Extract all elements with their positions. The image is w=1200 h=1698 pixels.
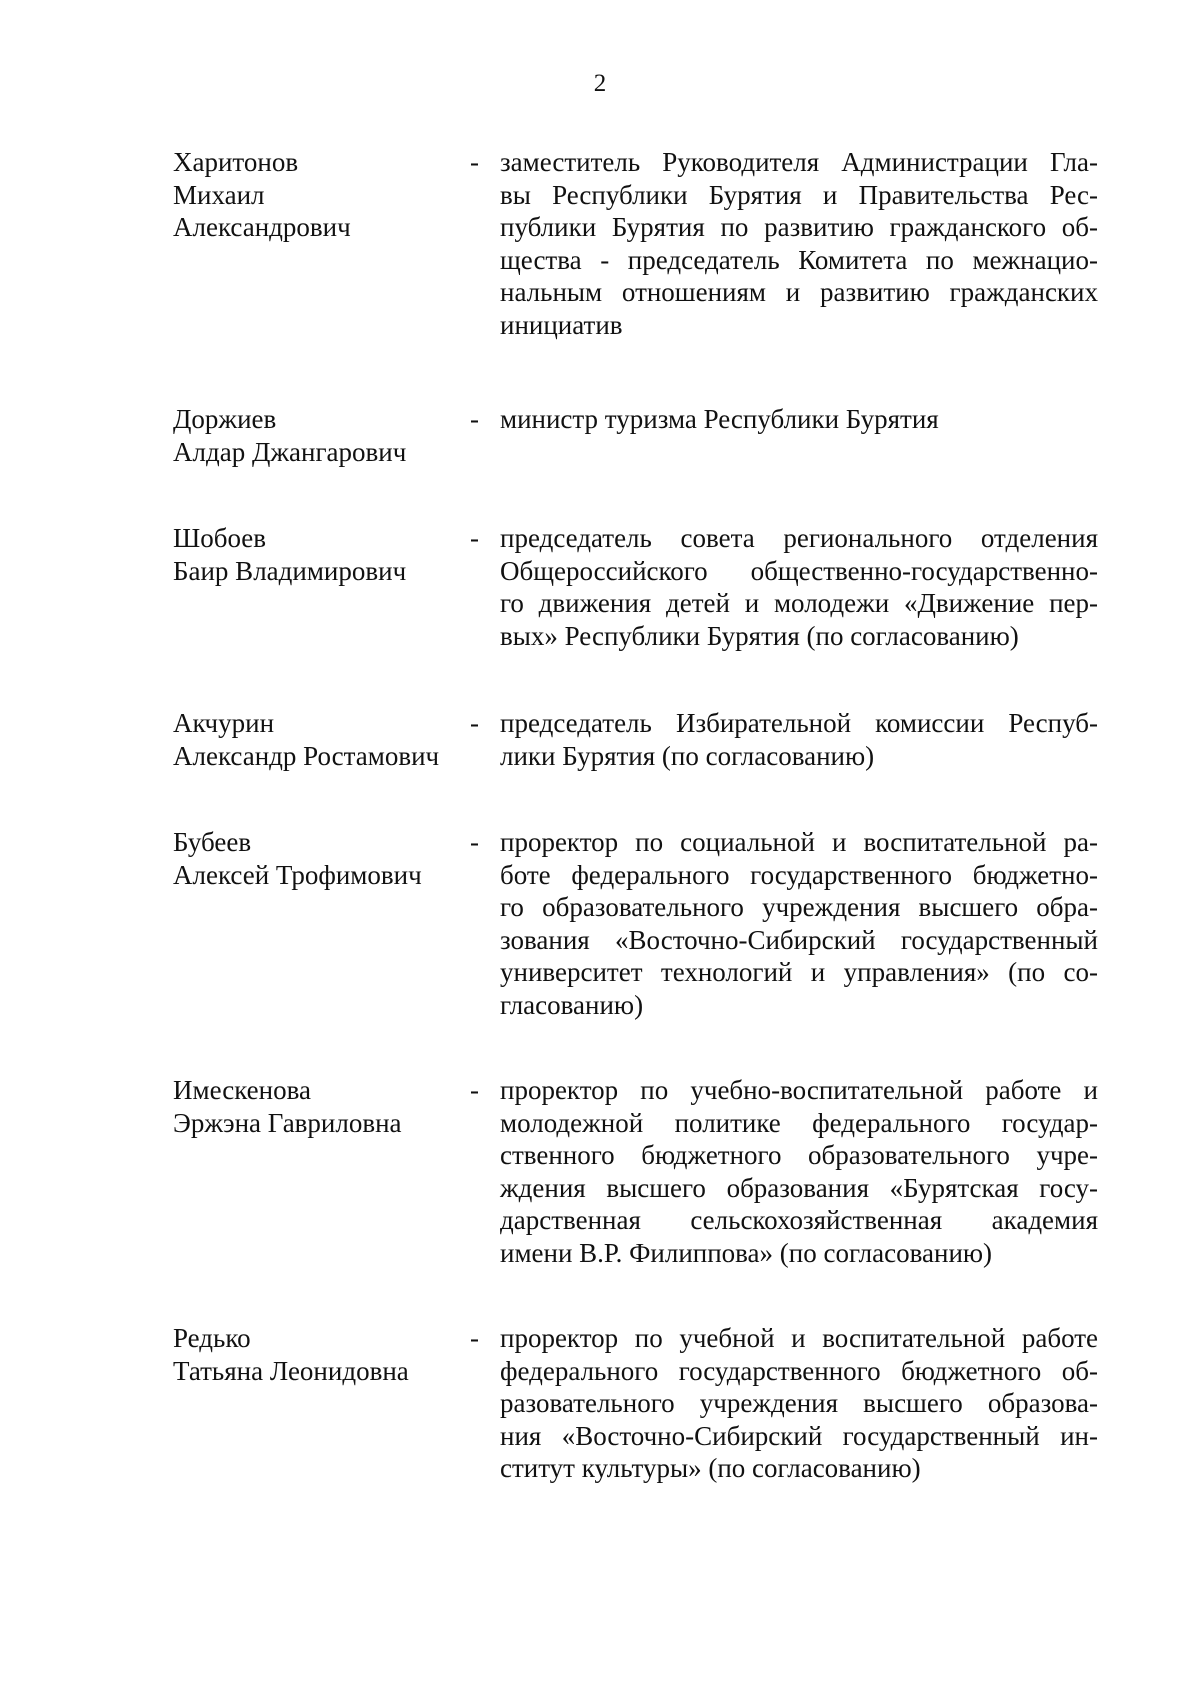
separator-dash: - [470, 147, 479, 177]
position-line: го движения детей и молодежи «Движение пер- [500, 588, 1098, 619]
separator-dash: - [470, 404, 479, 434]
member-name-line: Шобоев [173, 523, 267, 553]
position-line: нальным отношениям и развитию гражданских [500, 277, 1098, 308]
member-position [500, 522, 1098, 652]
position-line: боте федерального государственного бюджетно- [500, 859, 1098, 890]
position-line: федерального государственного бюджетного об- [500, 1355, 1098, 1386]
position-line: Общероссийского общественно-государственно- [500, 555, 1098, 586]
position-line: ния «Восточно-Сибирский государственный ин- [500, 1420, 1098, 1451]
position-line: го образовательного учреждения высшего обра- [500, 892, 1098, 923]
position-line: публики Бурятия по развитию гражданского об- [500, 212, 1098, 243]
member-name-line: Алексей Трофимович [173, 859, 422, 890]
position-line: зования «Восточно-Сибирский государственный [500, 924, 1098, 955]
separator-dash: - [470, 827, 479, 857]
position-line: разовательного учреждения высшего образова- [500, 1388, 1098, 1419]
member-name-line: Акчурин [173, 708, 275, 738]
position-line: вых» Республики Бурятия (по согласованию) [500, 620, 1019, 651]
position-line: имени В.Р. Филиппова» (по согласованию) [500, 1237, 993, 1268]
member-name-line: Михаил [173, 179, 265, 210]
member-position [500, 1322, 1098, 1485]
position-line: вы Республики Бурятия и Правительства Рес- [500, 179, 1098, 210]
member-name-line: Бубеев [173, 827, 252, 857]
position-line: проректор по учебно-воспитательной работе и [500, 1075, 1098, 1105]
member-name-line: Алдар Джангарович [173, 436, 407, 467]
position-line: ственного бюджетного образовательного учре- [500, 1140, 1098, 1171]
member-position [500, 826, 1098, 1022]
member-position [500, 403, 1098, 436]
separator-dash: - [470, 523, 479, 553]
position-line: проректор по социальной и воспитательной ра- [500, 827, 1098, 857]
member-position [500, 1074, 1098, 1270]
position-line: министр туризма Республики Бурятия [500, 404, 939, 434]
position-line: гласованию) [500, 989, 644, 1020]
position-line: проректор по учебной и воспитательной работе [500, 1323, 1098, 1353]
member-name [173, 1322, 473, 1387]
member-name-line: Харитонов [173, 147, 299, 177]
member-name-line: Татьяна Леонидовна [173, 1355, 409, 1386]
member-position [500, 707, 1098, 772]
position-line: ждения высшего образования «Бурятская госу- [500, 1172, 1098, 1203]
separator-dash: - [470, 1075, 479, 1105]
position-line: университет технологий и управления» (по со- [500, 957, 1098, 988]
position-line: инициатив [500, 309, 623, 340]
position-line: председатель Избирательной комиссии Респуб- [500, 708, 1098, 738]
position-line: дарственная сельскохозяйственная академия [500, 1205, 1098, 1236]
position-line: председатель совета регионального отделения [500, 523, 1098, 553]
member-name [173, 403, 473, 468]
member-name [173, 826, 473, 891]
position-line: щества - председатель Комитета по межнацио- [500, 244, 1098, 275]
member-name-line: Эржэна Гавриловна [173, 1107, 402, 1138]
member-name [173, 146, 473, 244]
position-line: лики Бурятия (по согласованию) [500, 740, 875, 771]
position-line: молодежной политике федерального государ- [500, 1107, 1098, 1138]
position-line: заместитель Руководителя Администрации Гла- [500, 147, 1098, 177]
member-name [173, 522, 473, 587]
member-name-line: Александрович [173, 212, 351, 243]
member-name [173, 707, 473, 772]
page-number: 2 [593, 70, 607, 97]
member-name-line: Имескенова [173, 1075, 311, 1105]
member-name-line: Редько [173, 1323, 251, 1353]
member-name-line: Александр Ростамович [173, 740, 440, 771]
position-line: ститут культуры» (по согласованию) [500, 1453, 921, 1484]
member-name-line: Доржиев [173, 404, 277, 434]
separator-dash: - [470, 708, 479, 738]
member-name-line: Баир Владимирович [173, 555, 407, 586]
separator-dash: - [470, 1323, 479, 1353]
member-position [500, 146, 1098, 342]
member-name [173, 1074, 473, 1139]
